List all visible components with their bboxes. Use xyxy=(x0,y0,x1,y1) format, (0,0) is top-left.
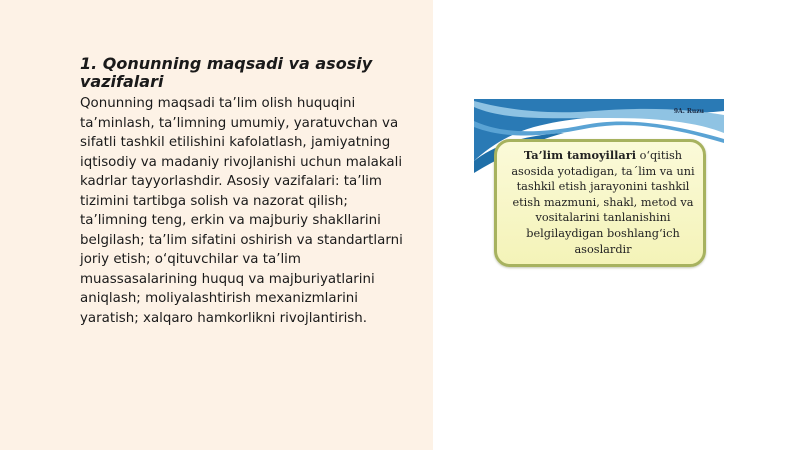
principles-image xyxy=(474,99,724,282)
image-source-label: 9A. Ruzu xyxy=(673,108,704,115)
card-title: Ta’lim tamoyillari xyxy=(523,148,636,162)
section-heading: 1. Qonunning maqsadi va asosiy vazifalari xyxy=(80,54,373,91)
definition-card xyxy=(494,139,706,267)
card-body: o‘qitish asosida yotadigan, ta´lim va uni tashkil etish jarayonini tashkil etish mazmuni, shakl, metod va vositalarini tanlanishini belgilaydigan boshlang‘ich asoslardir xyxy=(511,149,695,256)
section-body: Qonunning maqsadi ta’lim olish huquqini ta’minlash, ta’limning umumiy, yaratuvchan va sifatli tashkil etilishini kafolatlash, jamiyatning iqtisodiy va madaniy rivojlanishi uchun malakali kadrlar tayyorlashdir. Asosiy vazifalari: ta’lim tizimini tartibga solish va nazorat qilish; ta’limning teng, erkin va majburiy shakllarini belgilash; ta’lim sifatini oshirish va standartlarni joriy etish; o‘qituvchilar va ta’lim muassasalarining huquq va majburiyatlarini aniqlash; moliyalashtirish mexanizmlarini yaratish; xalqaro hamkorlikni rivojlantirish. xyxy=(80,96,403,326)
card-text xyxy=(503,148,703,257)
